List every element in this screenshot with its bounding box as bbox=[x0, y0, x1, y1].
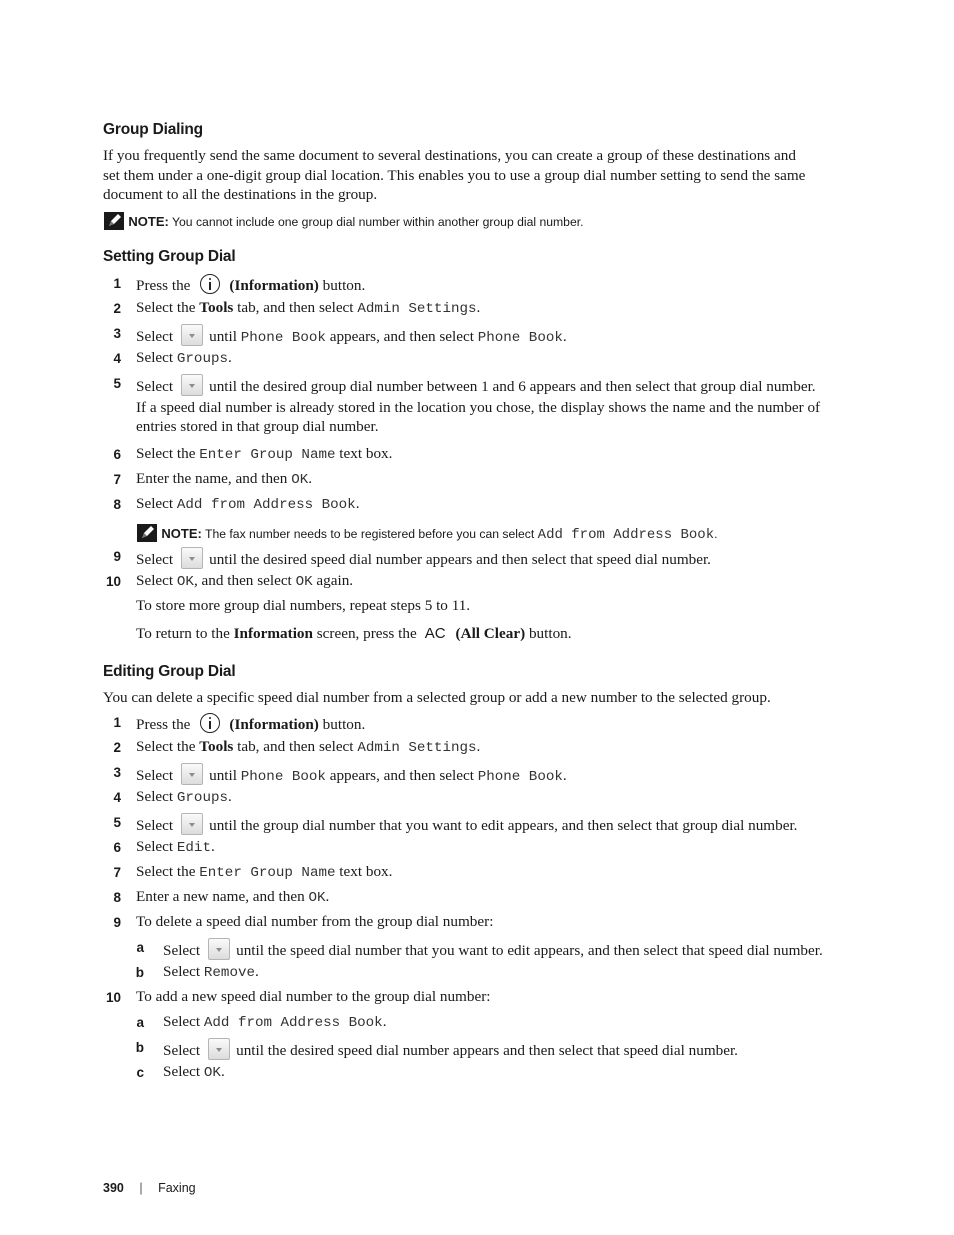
all-clear-button-label: (All Clear) bbox=[455, 625, 526, 642]
editing-step-10b: Select until the desired speed dial number appears and then select that speed dial number. bbox=[163, 1038, 738, 1060]
tools-tab-label: Tools bbox=[199, 738, 234, 755]
information-icon bbox=[200, 274, 220, 294]
scroll-down-button-icon bbox=[181, 763, 203, 785]
phone-book-label: Phone Book bbox=[240, 330, 326, 346]
step-number: 2 bbox=[113, 740, 121, 755]
add-from-address-book-label: Add from Address Book bbox=[176, 497, 356, 513]
scroll-down-button-icon bbox=[181, 374, 203, 396]
setting-step-10-paragraph-2: To return to the Information screen, press the AC (All Clear) button. bbox=[136, 625, 572, 642]
substep-letter: a bbox=[136, 1015, 144, 1030]
scroll-down-button-icon bbox=[181, 324, 203, 346]
step-number: 2 bbox=[113, 301, 121, 316]
step-number: 3 bbox=[113, 326, 121, 341]
chapter-name: Faxing bbox=[158, 1181, 196, 1195]
heading-group-dialing: Group Dialing bbox=[103, 121, 203, 138]
substep-letter: b bbox=[135, 1040, 144, 1055]
setting-step-1 bbox=[136, 274, 365, 295]
step-number: 4 bbox=[113, 790, 121, 805]
editing-step-10c: Select OK. bbox=[163, 1063, 225, 1081]
step-number: 6 bbox=[113, 840, 121, 855]
paragraph-line: document to all the destinations in the group. bbox=[103, 186, 378, 203]
setting-step-10: Select OK, and then select OK again. bbox=[136, 572, 354, 590]
step-number: 5 bbox=[113, 815, 121, 830]
ok-label: OK bbox=[295, 574, 313, 590]
editing-step-10a: Select Add from Address Book. bbox=[163, 1013, 387, 1031]
information-screen-label: Information bbox=[233, 625, 313, 642]
ok-label: OK bbox=[176, 574, 194, 590]
footer-separator: | bbox=[139, 1181, 143, 1195]
paragraph-line: If you frequently send the same document to several destinations, you can create a group of these destinations and bbox=[103, 147, 796, 164]
enter-group-name-label: Enter Group Name bbox=[199, 865, 336, 881]
scroll-down-button-icon bbox=[208, 1038, 230, 1060]
tools-tab-label: Tools bbox=[199, 299, 234, 316]
phone-book-label: Phone Book bbox=[240, 769, 326, 785]
substep-letter: b bbox=[135, 965, 144, 980]
setting-step-4: Select Groups. bbox=[136, 349, 232, 367]
setting-step-10-paragraph-1: To store more group dial numbers, repeat steps 5 to 11. bbox=[136, 597, 471, 614]
paragraph-line: If a speed dial number is already stored in the location you chose, the display shows the name and the number of bbox=[136, 399, 821, 416]
editing-step-5: Select until the group dial number that you want to edit appears, and then select that group dial number. bbox=[136, 813, 797, 835]
page-number: 390 bbox=[103, 1181, 124, 1195]
step-number: 1 bbox=[113, 715, 121, 730]
heading-editing-group-dial: Editing Group Dial bbox=[103, 663, 236, 680]
group-dialing-paragraph bbox=[103, 146, 855, 205]
editing-intro: You can delete a specific speed dial number from a selected group or add a new number to the selected group. bbox=[103, 689, 771, 706]
step-number: 9 bbox=[113, 915, 121, 930]
step-number: 7 bbox=[113, 865, 121, 880]
admin-settings-label: Admin Settings bbox=[357, 301, 477, 317]
editing-step-3: Select until Phone Book appears, and then select Phone Book. bbox=[136, 763, 567, 785]
substep-letter: a bbox=[136, 940, 144, 955]
scroll-down-button-icon bbox=[208, 938, 230, 960]
substep-letter: c bbox=[136, 1065, 144, 1080]
step-number: 7 bbox=[113, 472, 121, 487]
information-button-label: (Information) bbox=[229, 277, 319, 294]
setting-step-7: Enter the name, and then OK. bbox=[136, 470, 313, 488]
step-number: 1 bbox=[113, 276, 121, 291]
ok-label: OK bbox=[291, 472, 309, 488]
add-from-address-book-label: Add from Address Book bbox=[537, 527, 715, 543]
step-text: button. bbox=[318, 277, 366, 294]
setting-step-6: Select the Enter Group Name text box. bbox=[136, 445, 393, 463]
paragraph-line: entries stored in that group dial number. bbox=[136, 417, 379, 435]
setting-step-8: Select Add from Address Book. bbox=[136, 495, 360, 513]
groups-label: Groups bbox=[176, 790, 228, 806]
scroll-down-button-icon bbox=[181, 547, 203, 569]
step-number: 8 bbox=[113, 497, 121, 512]
groups-label: Groups bbox=[176, 351, 228, 367]
note-text: You cannot include one group dial number within another group dial number. bbox=[172, 215, 584, 229]
step-text: Press the bbox=[136, 277, 191, 294]
admin-settings-label: Admin Settings bbox=[357, 740, 477, 756]
editing-step-7: Select the Enter Group Name text box. bbox=[136, 863, 393, 881]
step-number: 8 bbox=[113, 890, 121, 905]
step-text: Select the bbox=[136, 299, 200, 316]
editing-step-4: Select Groups. bbox=[136, 788, 232, 806]
note-label: NOTE: bbox=[128, 214, 169, 229]
ok-label: OK bbox=[203, 1065, 221, 1081]
setting-step-3: Select until Phone Book appears, and then select Phone Book. bbox=[136, 324, 567, 346]
enter-group-name-label: Enter Group Name bbox=[199, 447, 336, 463]
editing-step-10: To add a new speed dial number to the group dial number: bbox=[136, 988, 491, 1005]
step-number: 4 bbox=[113, 351, 121, 366]
note-pencil-icon bbox=[136, 523, 158, 543]
information-icon bbox=[200, 713, 220, 733]
remove-label: Remove bbox=[203, 965, 255, 981]
step-number: 6 bbox=[113, 447, 121, 462]
editing-step-9: To delete a speed dial number from the group dial number: bbox=[136, 913, 494, 930]
note-group-dialing bbox=[103, 211, 584, 231]
paragraph-line: set them under a one-digit group dial location. This enables you to use a group dial number setting to send the same bbox=[103, 166, 806, 184]
setting-step-5: Select until the desired group dial number between 1 and 6 appears and then select that group dial number. bbox=[136, 374, 816, 396]
phone-book-label: Phone Book bbox=[477, 330, 563, 346]
all-clear-icon: AC bbox=[424, 625, 446, 642]
note-label: NOTE: bbox=[161, 526, 202, 541]
editing-step-1: Press the (Information) button. bbox=[136, 713, 365, 734]
setting-step-9: Select until the desired speed dial number appears and then select that speed dial number. bbox=[136, 547, 711, 569]
note-setting-group-dial: NOTE: The fax number needs to be registered before you can select Add from Address Book. bbox=[136, 523, 718, 543]
step-number: 9 bbox=[113, 549, 121, 564]
add-from-address-book-label: Add from Address Book bbox=[203, 1015, 383, 1031]
edit-label: Edit bbox=[176, 840, 211, 856]
editing-step-6: Select Edit. bbox=[136, 838, 215, 856]
editing-step-8: Enter a new name, and then OK. bbox=[136, 888, 330, 906]
scroll-down-button-icon bbox=[181, 813, 203, 835]
setting-step-2: Select the Tools tab, and then select Admin Settings. bbox=[136, 299, 481, 317]
ok-label: OK bbox=[308, 890, 326, 906]
step-number: 3 bbox=[113, 765, 121, 780]
information-button-label: (Information) bbox=[229, 716, 319, 733]
step-number: 10 bbox=[105, 990, 121, 1005]
note-pencil-icon bbox=[103, 211, 125, 231]
editing-step-2: Select the Tools tab, and then select Admin Settings. bbox=[136, 738, 481, 756]
editing-step-9b: Select Remove. bbox=[163, 963, 259, 981]
page-footer bbox=[103, 1181, 196, 1195]
phone-book-label: Phone Book bbox=[477, 769, 563, 785]
step-text: tab, and then select bbox=[233, 299, 358, 316]
note-text: The fax number needs to be registered before you can select bbox=[205, 527, 538, 541]
step-number: 5 bbox=[113, 376, 121, 391]
editing-step-9a: Select until the speed dial number that you want to edit appears, and then select that speed dial number. bbox=[163, 938, 823, 960]
step-number: 10 bbox=[105, 574, 121, 589]
setting-step-5-paragraph bbox=[136, 399, 856, 436]
heading-setting-group-dial: Setting Group Dial bbox=[103, 248, 236, 265]
